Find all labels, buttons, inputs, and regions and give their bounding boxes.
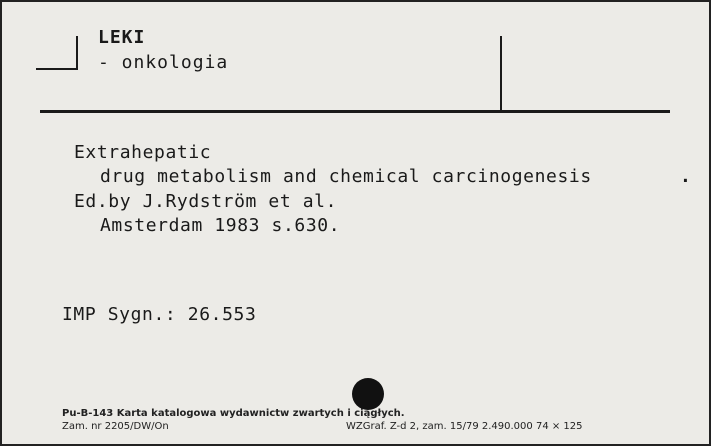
punch-hole [352,378,384,410]
footer-printer-info: WZGraf. Z-d 2, zam. 15/79 2.490.000 74 × 125 [346,421,583,432]
editor-line: Ed.by J.Rydström et al. [74,191,338,212]
imprint-line: Amsterdam 1983 s.630. [100,215,341,236]
title-trailing-dot: . [680,166,692,187]
title-line-2: drug metabolism and chemical carcinogenesis [100,166,592,187]
header-divider-vertical [500,36,502,112]
footer-form-info: Pu-B-143 Karta katalogowa wydawnictw zwartych i ciągłych. [62,408,405,419]
corner-mark-vertical [76,36,78,70]
footer-order-number: Zam. nr 2205/DW/On [62,421,169,432]
corner-mark-horizontal [36,68,78,70]
subject-heading-line1: LEKI [98,27,146,48]
subject-heading-line2: - onkologia [98,52,229,73]
title-line-1: Extrahepatic [74,142,212,163]
call-number: IMP Sygn.: 26.553 [62,304,257,325]
header-rule [40,110,670,113]
